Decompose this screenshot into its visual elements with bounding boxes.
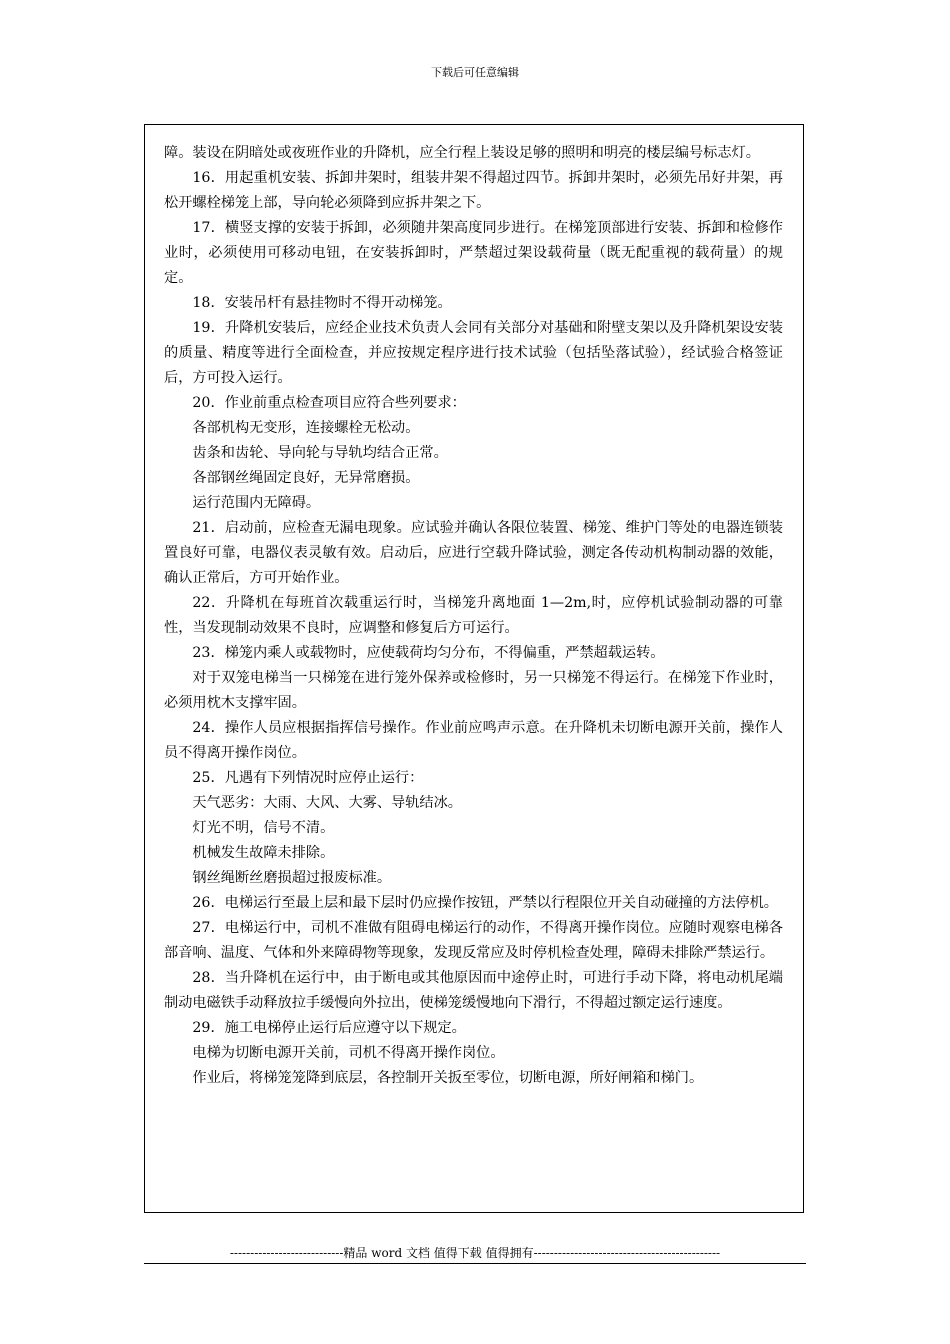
footer-divider — [144, 1263, 806, 1264]
paragraph-continued: 障。装设在阴暗处或夜班作业的升降机，应全行程上装设足够的照明和明亮的楼层编号标志灯。 — [164, 145, 760, 161]
list-item: 电梯为切断电源开关前，司机不得离开操作岗位。 — [192, 1045, 505, 1061]
list-item: 钢丝绳断丝磨损超过报废标准。 — [192, 870, 392, 886]
list-item: 运行范围内无障碍。 — [192, 495, 321, 511]
page-footer: ----------------------------精品 word 文档 值得下载 值得拥有---------------------------------------------- — [229, 1246, 721, 1260]
paragraph-21: 21．启动前，应检查无漏电现象。应试验并确认各限位装置、梯笼、维护门等处的电器连锁装置良好可靠，电器仪表灵敏有效。启动后，应进行空载升降试验，测定各传动机构制动器的效能，确认正常后，方可开始作业。 — [164, 520, 783, 586]
list-item: 机械发生故障未排除。 — [192, 845, 335, 861]
paragraph-23-note: 对于双笼电梯当一只梯笼在进行笼外保养或检修时，另一只梯笼不得运行。在梯笼下作业时，必须用枕木支撑牢固。 — [164, 670, 783, 711]
list-item: 作业后，将梯笼笼降到底层，各控制开关扳至零位，切断电源，所好闸箱和梯门。 — [192, 1070, 704, 1086]
paragraph-17: 17．横竖支撑的安装于拆卸，必须随井架高度同步进行。在梯笼顶部进行安装、拆卸和检修作业时，必须使用可移动电钮，在安装拆卸时，严禁超过架设载荷量（既无配重视的载荷量）的规定。 — [164, 220, 783, 286]
paragraph-26: 26．电梯运行至最上层和最下层时仍应操作按钮，严禁以行程限位开关自动碰撞的方法停机。 — [192, 895, 778, 911]
paragraph-27: 27．电梯运行中，司机不准做有阻碍电梯运行的动作，不得离开操作岗位。应随时观察电梯各部音响、温度、气体和外来障碍物等现象，发现反常应及时停机检查处理，障碍未排除严禁运行。 — [164, 920, 783, 961]
content-frame — [144, 124, 804, 1213]
paragraph-19: 19．升降机安装后，应经企业技术负责人会同有关部分对基础和附壁支架以及升降机架设安装的质量、精度等进行全面检查，并应按规定程序进行技术试验（包括坠落试验），经试验合格签证后，方可投入运行。 — [164, 320, 783, 386]
list-item: 各部机构无变形，连接螺栓无松动。 — [192, 420, 420, 436]
paragraph-22: 22．升降机在每班首次载重运行时，当梯笼升离地面 1—2m,时，应停机试验制动器的可靠性，当发现制动效果不良时，应调整和修复后方可运行。 — [164, 595, 783, 636]
paragraph-28: 28．当升降机在运行中，由于断电或其他原因而中途停止时，可进行手动下降，将电动机尾端制动电磁铁手动释放拉手缓慢向外拉出，使梯笼缓慢地向下滑行，不得超过额定运行速度。 — [164, 970, 783, 1011]
paragraph-16: 16．用起重机安装、拆卸井架时，组装井架不得超过四节。拆卸井架时，必须先吊好井架，再松开螺栓梯笼上部，导向轮必须降到应拆井架之下。 — [164, 170, 783, 211]
paragraph-18: 18．安装吊杆有悬挂物时不得开动梯笼。 — [192, 295, 452, 311]
list-item: 齿条和齿轮、导向轮与导轨均结合正常。 — [192, 445, 448, 461]
list-item: 各部钢丝绳固定良好，无异常磨损。 — [192, 470, 420, 486]
paragraph-24: 24．操作人员应根据指挥信号操作。作业前应鸣声示意。在升降机未切断电源开关前，操作人员不得离开操作岗位。 — [164, 720, 783, 761]
page-header: 下载后可任意编辑 — [431, 66, 519, 79]
paragraph-25: 25．凡遇有下列情况时应停止运行： — [192, 770, 424, 786]
list-item: 灯光不明，信号不清。 — [192, 820, 335, 836]
paragraph-23: 23．梯笼内乘人或载物时，应使载荷均匀分布，不得偏重，严禁超载运转。 — [192, 645, 665, 661]
paragraph-20: 20．作业前重点检查项目应符合些列要求： — [192, 395, 466, 411]
list-item: 天气恶劣：大雨、大风、大雾、导轨结冰。 — [192, 795, 462, 811]
paragraph-29: 29．施工电梯停止运行后应遵守以下规定。 — [192, 1020, 466, 1036]
